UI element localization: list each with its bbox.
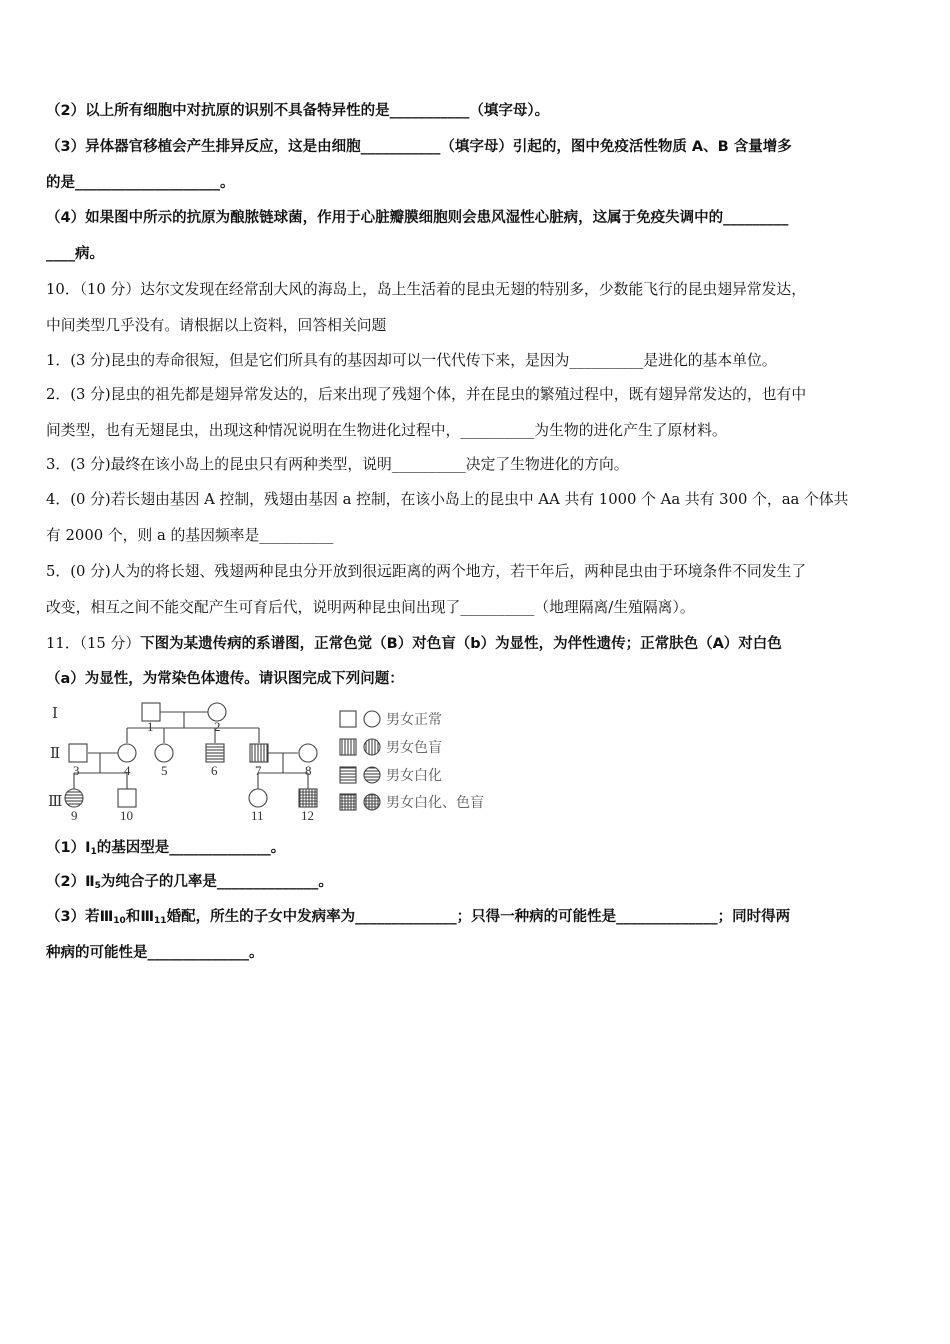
pedigree-figure [44, 698, 504, 828]
id-11: 11 [251, 808, 264, 823]
q11-part3-text: 婚配，所生的子女中发病率为______________；只得一种病的可能性是______________；同时得两 [166, 909, 791, 925]
q11-part2-subscript: 5 [94, 881, 101, 891]
q11-part2 [46, 872, 333, 896]
individual-6 [206, 744, 224, 762]
id-6: 6 [211, 763, 218, 778]
q11-part3-line1 [46, 907, 790, 931]
individual-11 [249, 789, 267, 807]
individual-3 [69, 744, 87, 762]
q11-part2-text: 为纯合子的几率是______________。 [100, 874, 333, 890]
individual-5 [155, 744, 173, 762]
legend-normal-male-icon [340, 711, 356, 727]
individual-10 [118, 789, 136, 807]
q10-sub3: 3．(3 分)最终在该小岛上的昆虫只有两种类型，说明__________决定了生物进化的方向。 [46, 456, 629, 473]
legend-normal-label: 男女正常 [386, 713, 442, 728]
q11-part1-subscript: 1 [90, 847, 97, 857]
q10-intro-line1: 10．（10 分）达尔文发现在经常刮大风的海岛上，岛上生活着的昆虫无翅的特别多，少数能飞行的昆虫翅异常发达， [46, 281, 807, 298]
q10-sub1: 1．(3 分)昆虫的寿命很短，但是它们所具有的基因却可以一代代传下来，是因为__________是进化的基本单位。 [46, 352, 777, 369]
q11-part3-prefix: （3）若Ⅲ [46, 909, 114, 925]
q10-intro-line2: 中间类型几乎没有。请根据以上资料，回答相关问题 [46, 317, 387, 334]
q11-part1-prefix: （1）Ⅰ [46, 840, 91, 856]
id-3: 3 [73, 763, 80, 778]
q9-part3-line2: 的是____________________。 [46, 175, 235, 191]
q11-part1 [46, 838, 285, 862]
q11-part1-text: 的基因型是______________。 [96, 840, 286, 856]
q11-intro-line2: （a）为显性，为常染色体遗传。请识图完成下列问题： [46, 671, 404, 687]
individual-9 [65, 789, 83, 807]
legend-albino-male-icon [340, 767, 356, 783]
id-12: 12 [301, 808, 314, 823]
q10-sub2-line2: 间类型，也有无翅昆虫，出现这种情况说明在生物进化过程中，__________为生物的进化产生了原材料。 [46, 422, 727, 439]
id-7: 7 [255, 763, 262, 778]
q11-part3-mid: 和Ⅲ [125, 909, 155, 925]
q11-part2-prefix: （2）Ⅱ [46, 874, 95, 890]
q11-part3-subscript-1: 10 [113, 916, 126, 926]
id-5: 5 [161, 763, 168, 778]
q11-intro-line1 [46, 633, 782, 654]
individual-7 [250, 744, 268, 762]
id-4: 4 [124, 763, 131, 778]
q9-part2: （2）以上所有细胞中对抗原的识别不具备特异性的是___________（填字母）。 [46, 103, 550, 119]
q10-sub5-line1: 5．(0 分)人为的将长翅、残翅两种昆虫分开放到很远距离的两个地方，若干年后，两种昆虫由于环境条件不同发生了 [46, 563, 807, 580]
legend-both-label: 男女白化、色盲 [386, 796, 484, 811]
q10-sub5-line2: 改变，相互之间不能交配产生可育后代，说明两种昆虫间出现了__________（地理隔离/生殖隔离）。 [46, 599, 695, 616]
q9-part4-line2: ____病。 [46, 246, 104, 262]
id-10: 10 [120, 808, 133, 823]
id-8: 8 [305, 763, 312, 778]
id-1: 1 [147, 719, 154, 734]
q10-sub2-line1: 2．(3 分)昆虫的祖先都是翅异常发达的，后来出现了残翅个体，并在昆虫的繁殖过程中，既有翅异常发达的，也有中 [46, 386, 807, 403]
id-2: 2 [214, 719, 221, 734]
legend-albino-female-icon [364, 767, 380, 783]
legend-both-female-icon [364, 794, 380, 810]
gen-label-1: Ⅰ [52, 706, 58, 722]
legend-albino-label: 男女白化 [386, 769, 442, 784]
individual-4 [118, 744, 136, 762]
id-9: 9 [71, 808, 78, 823]
legend-normal-female-icon [364, 711, 380, 727]
q11-part3-line2: 种病的可能性是______________。 [46, 945, 264, 961]
q10-sub4-line1: 4．(0 分)若长翅由基因 A 控制，残翅由基因 a 控制，在该小岛上的昆虫中 AA 共有 1000 个 Aa 共有 300 个，aa 个体共 [46, 491, 849, 508]
q11-part3-subscript-2: 11 [154, 916, 167, 926]
gen-label-3: Ⅲ [48, 794, 63, 810]
legend-colorblind-label: 男女色盲 [386, 741, 442, 756]
legend-colorblind-female-icon [364, 739, 380, 755]
legend-colorblind-male-icon [340, 739, 356, 755]
q9-part4-line1: （4）如果图中所示的抗原为酿脓链球菌，作用于心脏瓣膜细胞则会患风湿性心脏病，这属于免疫失调中的_________ [46, 210, 789, 226]
legend-both-male-icon [340, 794, 356, 810]
gen-label-2: Ⅱ [50, 746, 61, 762]
q11-number: 11．（15 分） [46, 635, 141, 652]
individual-8 [299, 744, 317, 762]
q9-part3-line1: （3）异体器官移植会产生排异反应，这是由细胞___________（填字母）引起的，图中免疫活性物质 A、B 含量增多 [46, 139, 792, 155]
individual-12 [299, 789, 317, 807]
q11-intro-text: 下图为某遗传病的系谱图，正常色觉（B）对色盲（b）为显性，为伴性遗传；正常肤色（A）对白色 [140, 636, 782, 652]
q10-sub4-line2: 有 2000 个，则 a 的基因频率是__________ [46, 527, 334, 544]
